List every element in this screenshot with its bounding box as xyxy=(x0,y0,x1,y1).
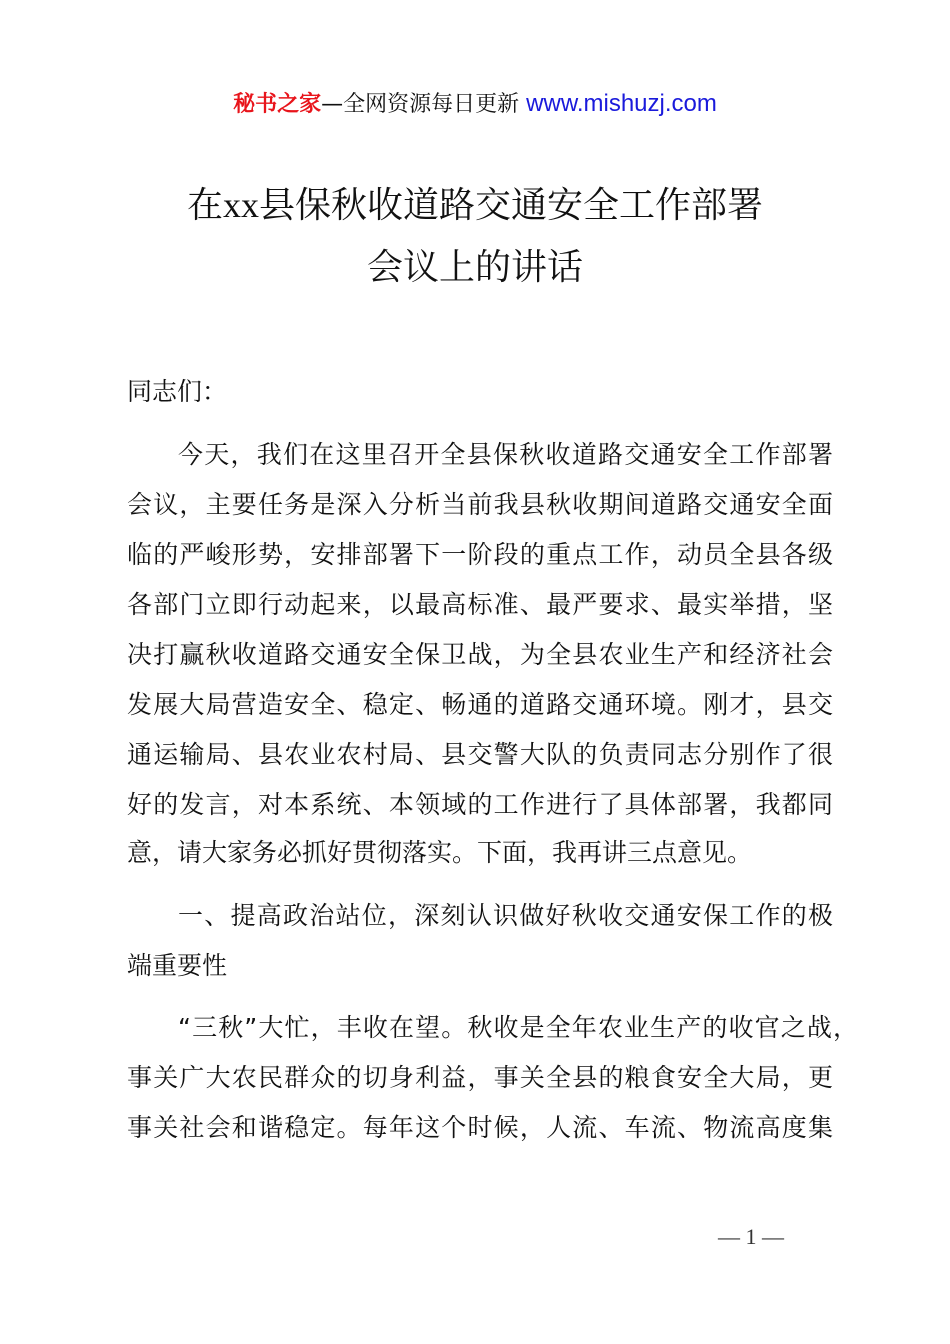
paragraph-line: 临的严峻形势，安排部署下一阶段的重点工作，动员全县各级 xyxy=(127,540,833,569)
section-heading-line: 一、提高政治站位，深刻认识做好秋收交通安保工作的极 xyxy=(178,901,833,930)
paragraph-line: 事关社会和谐稳定。每年这个时候，人流、车流、物流高度集 xyxy=(127,1113,833,1142)
paragraph-line: 意，请大家务必抓好贯彻落实。下面，我再讲三点意见。 xyxy=(127,838,753,867)
paragraph-line: 发展大局营造安全、稳定、畅通的道路交通环境。刚才，县交 xyxy=(127,690,833,719)
paragraph-line: 事关广大农民群众的切身利益，事关全县的粮食安全大局，更 xyxy=(127,1063,833,1092)
paragraph-line: 好的发言，对本系统、本领域的工作进行了具体部署，我都同 xyxy=(127,790,833,819)
paragraph-line: 通运输局、县农业农村局、县交警大队的负责同志分别作了很 xyxy=(127,740,833,769)
brand-name: 秘书之家 xyxy=(233,92,322,117)
document-title-line-1 xyxy=(0,183,950,228)
paragraph-line: “三秋”大忙，丰收在望。秋收是全年农业生产的收官之战， xyxy=(178,1013,858,1042)
salutation: 同志们： xyxy=(127,377,228,406)
site-url[interactable]: www.mishuzj.com xyxy=(526,90,717,117)
header-tagline: —全网资源每日更新 xyxy=(321,92,520,117)
page-number: — 1 — xyxy=(718,1224,784,1249)
paragraph-line: 各部门立即行动起来，以最高标准、最严要求、最实举措，坚 xyxy=(127,590,833,619)
title-part: 县保秋收道路交通安全工作部署 xyxy=(259,185,764,226)
section-heading-line: 端重要性 xyxy=(127,951,228,980)
paragraph-line: 今天，我们在这里召开全县保秋收道路交通安全工作部署 xyxy=(178,440,833,469)
title-part: xx xyxy=(223,185,259,225)
title-part: 在 xyxy=(186,185,223,226)
paragraph-line: 会议，主要任务是深入分析当前我县秋收期间道路交通安全面 xyxy=(127,490,833,519)
document-title-line-2: 会议上的讲话 xyxy=(366,247,583,288)
paragraph-line: 决打赢秋收道路交通安全保卫战，为全县农业生产和经济社会 xyxy=(127,640,833,669)
site-header xyxy=(0,88,950,121)
